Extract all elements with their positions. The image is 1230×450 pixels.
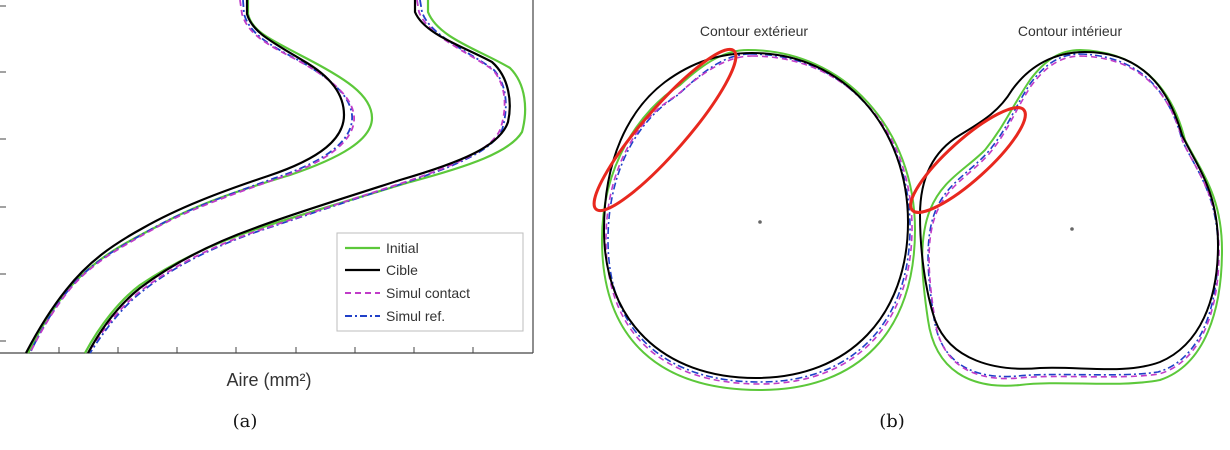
inner-contour-simul-contact [929,56,1219,379]
panel-b-caption: (b) [879,411,905,432]
outer-center-point [758,220,762,224]
panel-a-y-ticks [0,6,6,341]
legend-label-simul-ref: Simul ref. [386,308,446,324]
label-contour-exterieur: Contour extérieur [699,23,809,39]
inner-center-point [1070,227,1074,231]
inner-contour-simul-ref [928,54,1218,377]
outer-contour-cible [604,53,908,378]
panel-a-x-label: Aire (mm²) [226,370,312,390]
curve-left-simul-contact [30,0,354,353]
legend-label-simul-contact: Simul contact [386,285,471,301]
panel-b [580,23,1222,432]
panel-a-caption: (a) [232,411,258,432]
inner-contour-cible [920,52,1218,369]
legend [337,233,523,331]
legend-label-cible: Cible [386,262,418,278]
outer-contour-initial [602,50,915,390]
legend-label-initial: Initial [386,240,419,256]
panel-a-x-ticks [59,347,473,353]
curve-left-simul-ref [30,0,352,353]
curve-left-initial [28,0,372,353]
inner-contour-initial [922,50,1222,386]
label-contour-interieur: Contour intérieur [1017,23,1123,39]
panel-a [0,0,533,432]
